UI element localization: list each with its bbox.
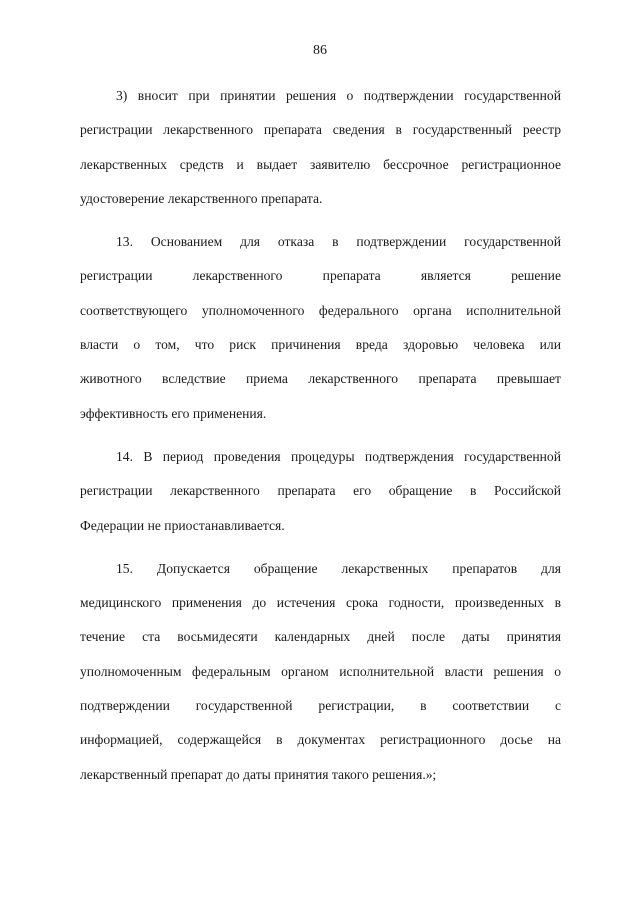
text-line: медицинского применения до истечения срока годности, произведенных в [80,595,561,611]
text-line: соответствующего уполномоченного федерального органа исполнительной [80,302,561,318]
text-line: 14. В период проведения процедуры подтверждения государственной [116,448,561,464]
paragraph-item-3 [80,79,561,216]
paragraph-13 [80,225,561,431]
paragraph-15 [80,552,561,792]
text-line: эффективность его применения. [80,405,267,421]
document-body [80,79,561,801]
text-line: Федерации не приостанавливается. [80,517,285,533]
page-number: 86 [313,43,327,58]
text-line: уполномоченным федеральным органом исполнительной власти решения о [80,663,561,679]
text-line: регистрации лекарственного препарата его обращение в Российской [80,483,561,499]
text-line: течение ста восьмидесяти календарных дней после даты принятия [80,629,561,645]
text-line: лекарственных средств и выдает заявителю бессрочное регистрационное [80,156,561,172]
text-line: подтверждении государственной регистрации, в соответствии с [80,698,561,714]
text-line: власти о том, что риск причинения вреда здоровью человека или [80,337,561,353]
text-line: регистрации лекарственного препарата сведения в государственный реестр [80,122,561,138]
text-line: животного вследствие приема лекарственного препарата превышает [80,371,561,387]
text-line: удостоверение лекарственного препарата. [80,190,323,206]
text-line: 3) вносит при принятии решения о подтверждении государственной [116,88,561,103]
text-line: информацией, содержащейся в документах регистрационного досье на [80,732,561,748]
paragraph-14 [80,440,561,543]
text-line: 15. Допускается обращение лекарственных препаратов для [116,560,561,576]
text-line: лекарственный препарат до даты принятия такого решения.»; [80,766,437,782]
text-line: регистрации лекарственного препарата является решение [80,268,561,284]
text-line: 13. Основанием для отказа в подтверждении государственной [116,234,561,250]
